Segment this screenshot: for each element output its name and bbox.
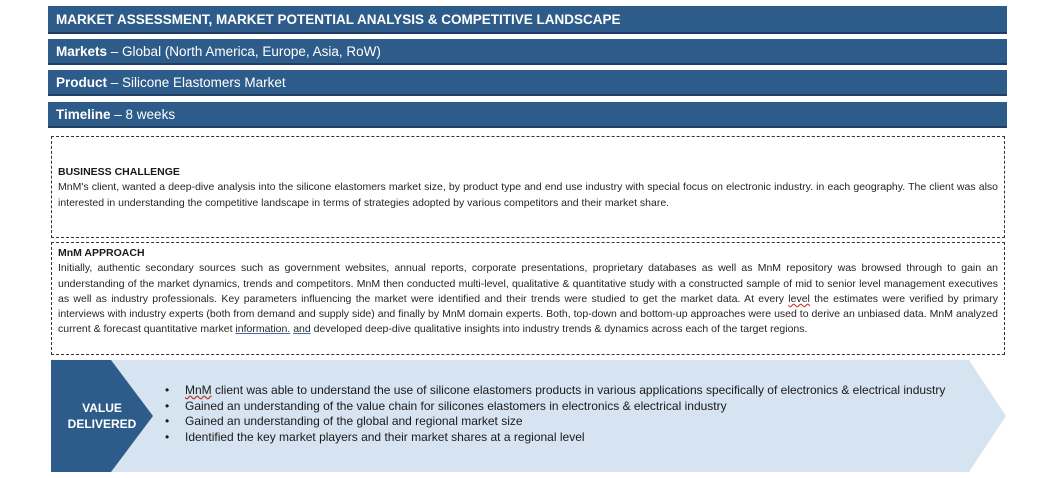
timeline-label: Timeline [56,106,111,122]
value-label-line2: DELIVERED [67,417,137,431]
title-bar [48,6,1007,34]
value-item [165,383,945,399]
markets-bar [48,39,1007,65]
approach-heading: MnM APPROACH [58,247,145,259]
approach-text-part2: the estimates were verified by primary interviews with industry experts (both from demand and supply side) and finally by MnM domain experts. Both, top-down and bottom-up approaches were used to derive an unbiased data. MnM analyzed current & forecast quantitative market [58,292,998,336]
value-delivered-label [51,400,153,432]
page-title: MARKET ASSESSMENT, MARKET POTENTIAL ANALYSIS & COMPETITIVE LANDSCAPE [56,11,621,27]
markets-label: Markets [56,43,108,59]
approach-box [51,242,1005,355]
approach-text-part1: Initially, authentic secondary sources such as government websites, annual reports, corporate presentations, proprietary databases as well as MnM repository was browsed through to gain an understanding of the market dynamics, trends and competitors. MnM then conducted multi-level, qualitative & quantitative study with a constructed sample of mid to senior level management executives as well as industry professionals. Key parameters influencing the market were identified and their trends were studied to get the market data. At every [58,262,998,305]
markets-value: – Global (North America, Europe, Asia, RoW) [107,43,381,59]
product-bar [48,70,1007,96]
approach-text-information: information. [235,323,291,336]
approach-text-and: and [293,323,311,336]
timeline-bar [48,102,1007,128]
value-item: • Gained an understanding of the global and regional market size [165,414,945,430]
value-item-prefix: MnM [185,383,212,397]
approach-text-level: level [788,292,810,305]
value-label-line1: VALUE [82,401,122,415]
value-item-text: client was able to understand the use of silicone elastomers products in various applications specifically of electronics & electrical industry [215,383,946,397]
product-value: – Silicone Elastomers Market [107,74,286,90]
business-challenge-heading: BUSINESS CHALLENGE [58,166,180,178]
value-delivered-list [165,383,945,445]
timeline-value: – 8 weeks [110,106,176,122]
business-challenge-text: MnM's client, wanted a deep-dive analysis into the silicone elastomers market size, by product type and end use industry with special focus on electronic industry. in each geography. The client was also interested in understanding the competitive landscape in terms of strategies adopted by various competitors and their market share. [58,181,998,209]
value-item: • Gained an understanding of the value chain for silicones elastomers in electronics & electrical industry [165,399,945,415]
value-delivered-section [51,360,1006,472]
approach-text-part3: developed deep-dive qualitative insights into industry trends & dynamics across each of the target regions. [310,323,808,336]
value-item: • Identified the key market players and their market shares at a regional level [165,430,945,446]
business-challenge-box [51,136,1005,238]
approach-text [58,261,998,337]
product-label: Product [56,74,108,90]
